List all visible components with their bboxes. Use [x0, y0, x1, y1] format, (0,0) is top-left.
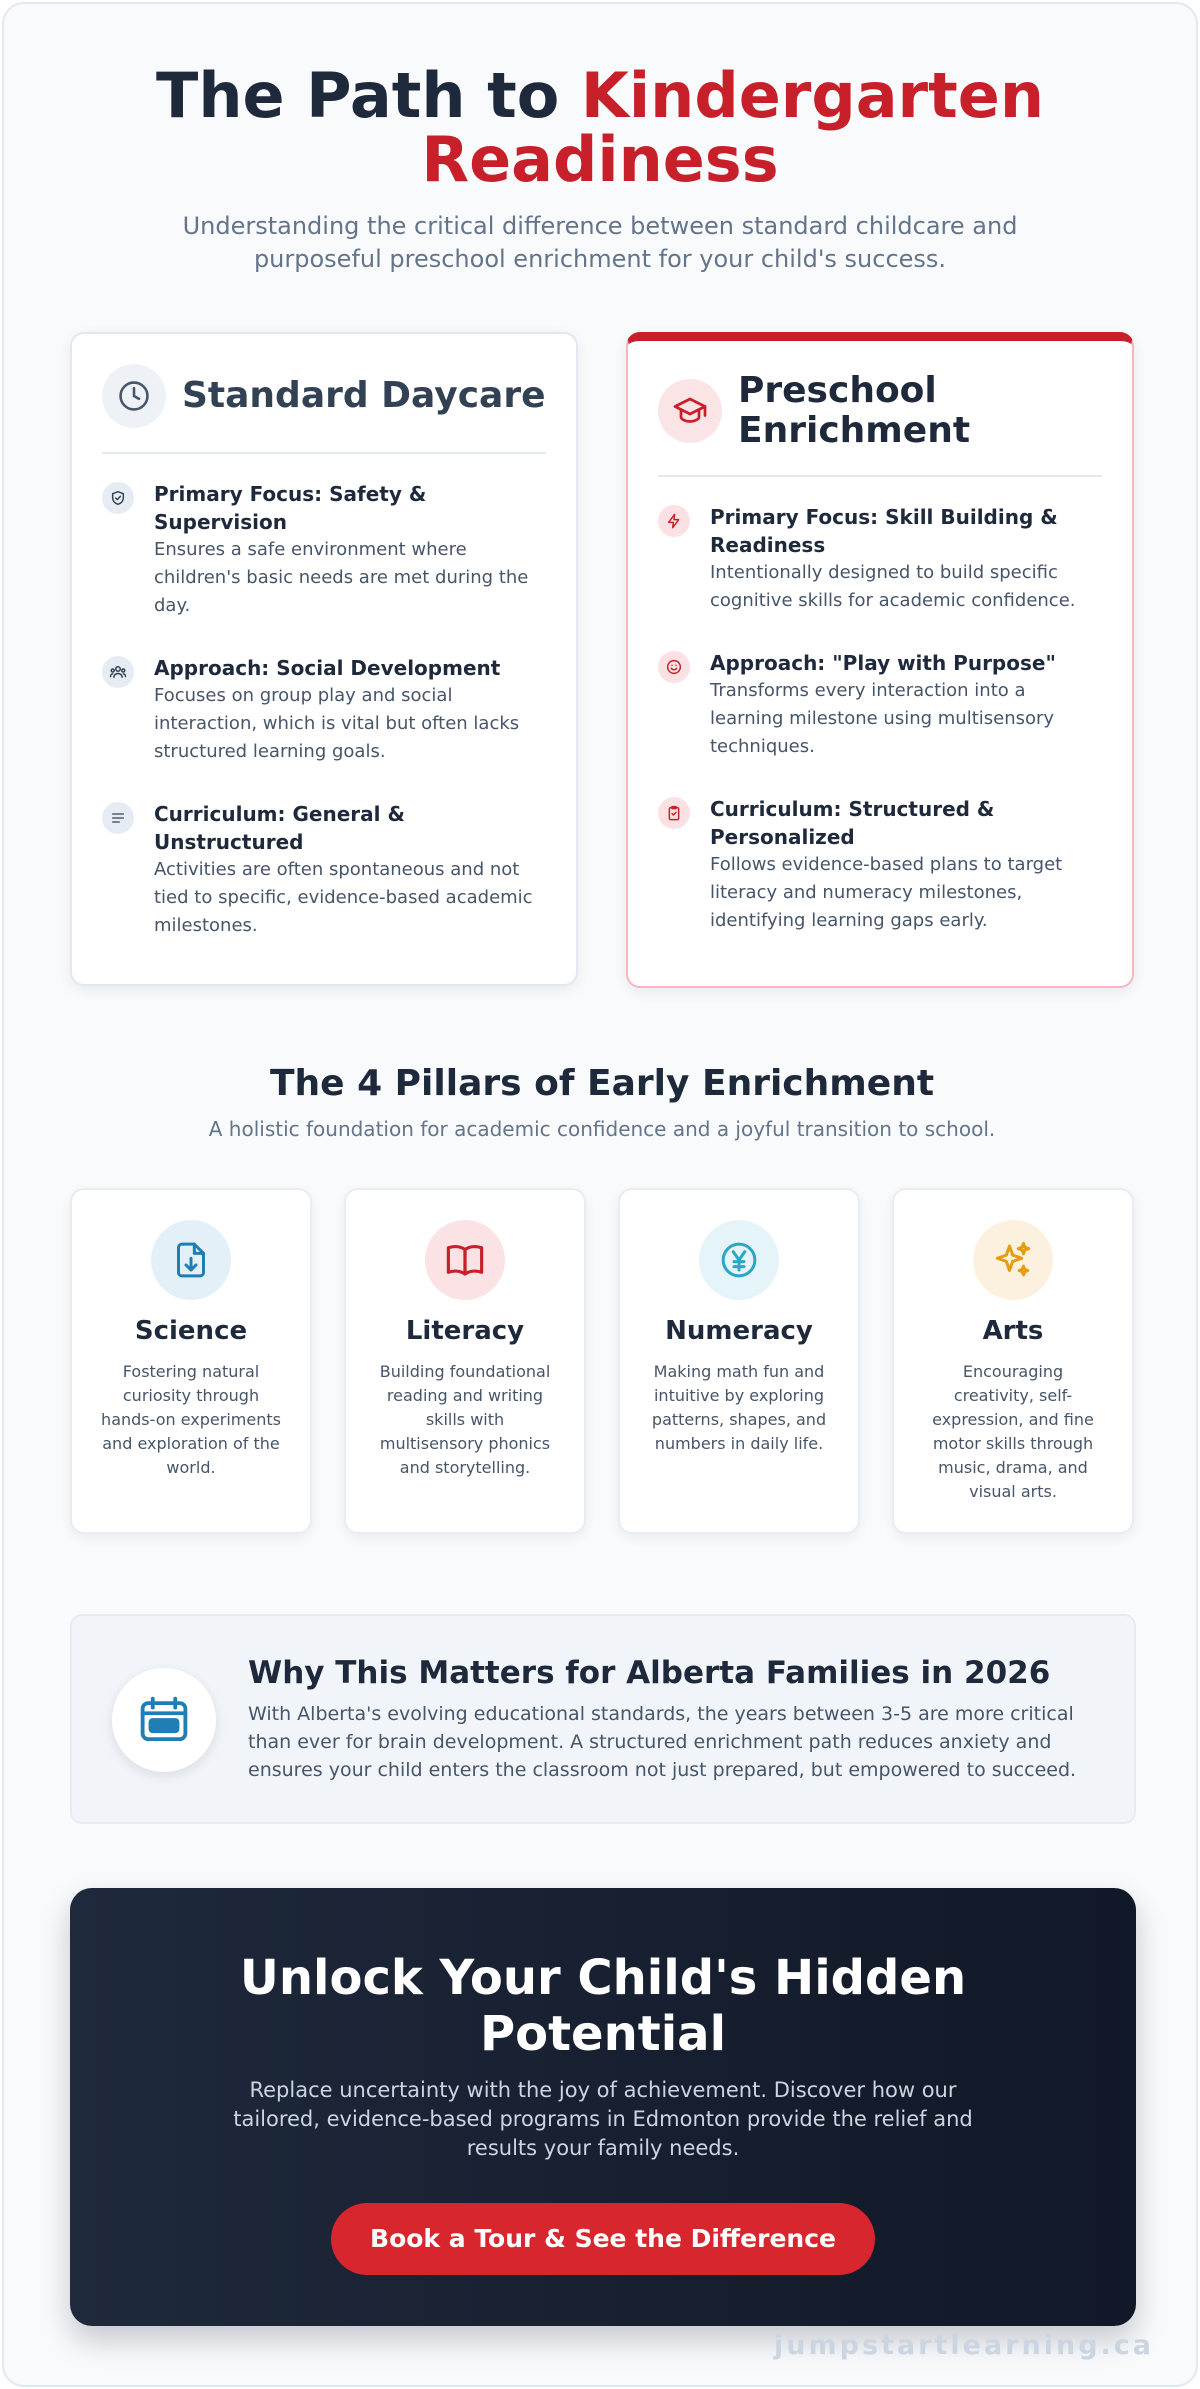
clipboard-check-icon	[658, 797, 690, 829]
pillar-text: Fostering natural curiosity through hands-on experiments and exploration of the world.	[101, 1362, 281, 1477]
enrichment-item-focus	[658, 503, 1102, 615]
item-text: Focuses on group play and social interaction, which is vital but often lacks structured learning goals.	[154, 685, 520, 762]
item-title: Curriculum: General & Unstructured	[154, 802, 405, 854]
pillar-text: Building foundational reading and writing skills with multisensory phonics and storytelling.	[379, 1362, 551, 1477]
pillars-grid	[70, 1188, 1136, 1534]
daycare-card	[70, 332, 578, 986]
cta-title: Unlock Your Child's Hidden Potential	[239, 1950, 967, 2062]
page-title	[110, 59, 1090, 196]
daycare-item-focus	[102, 480, 546, 620]
item-text: Ensures a safe environment where children's basic needs are met during the day.	[154, 539, 529, 616]
file-download-icon	[151, 1220, 231, 1300]
item-title: Approach: "Play with Purpose"	[710, 651, 1056, 675]
enrichment-list	[628, 477, 1132, 935]
daycare-item-approach	[102, 654, 546, 766]
daycare-card-header	[102, 334, 546, 454]
pillars-title: The 4 Pillars of Early Enrichment	[269, 1063, 935, 1104]
page-subtitle: Understanding the critical difference between standard childcare and purposeful preschool enrichment for your child's success.	[182, 212, 1018, 273]
lightning-icon	[658, 505, 690, 537]
why-matters-callout	[70, 1614, 1136, 1824]
enrichment-card	[626, 332, 1134, 988]
hero-section	[4, 4, 1196, 276]
shield-icon	[102, 482, 134, 514]
daycare-item-curriculum	[102, 800, 546, 940]
cta-text: Replace uncertainty with the joy of achievement. Discover how our tailored, evidence-based programs in Edmonton provide the relief and results your family needs.	[233, 2078, 973, 2160]
pillar-text: Making math fun and intuitive by exploring patterns, shapes, and numbers in daily life.	[651, 1362, 827, 1453]
group-icon	[102, 656, 134, 688]
pillar-card-arts	[892, 1188, 1134, 1534]
enrichment-item-approach	[658, 649, 1102, 761]
open-book-icon	[425, 1220, 505, 1300]
item-title: Curriculum: Structured & Personalized	[710, 797, 995, 849]
item-title: Approach: Social Development	[154, 656, 501, 680]
item-text: Follows evidence-based plans to target literacy and numeracy milestones, identifying learning gaps early.	[710, 854, 1063, 931]
daycare-list	[72, 454, 576, 940]
item-text: Intentionally designed to build specific cognitive skills for academic confidence.	[710, 562, 1076, 611]
infographic-page	[2, 2, 1198, 2387]
pillar-title: Arts	[982, 1316, 1044, 1346]
pillar-title: Science	[134, 1316, 248, 1346]
item-title: Primary Focus: Safety & Supervision	[154, 482, 427, 534]
enrichment-title: Preschool Enrichment	[738, 370, 971, 451]
item-text: Transforms every interaction into a learning milestone using multisensory techniques.	[710, 680, 1055, 757]
pillar-title: Literacy	[405, 1316, 525, 1346]
sparkles-icon	[973, 1220, 1053, 1300]
pillar-card-literacy	[344, 1188, 586, 1534]
enrichment-item-curriculum	[658, 795, 1102, 935]
lines-icon	[102, 802, 134, 834]
why-title: Why This Matters for Alberta Families in 2026	[248, 1655, 1051, 1691]
pillar-card-science	[70, 1188, 312, 1534]
title-main: The Path to	[156, 59, 581, 132]
pillar-text: Encouraging creativity, self-expression, and fine motor skills through music, drama, and visual arts.	[932, 1362, 1094, 1501]
comparison-section	[70, 332, 1136, 988]
cta-banner	[70, 1888, 1136, 2326]
why-text: With Alberta's evolving educational standards, the years between 3-5 are more critical than ever for brain development. A structured enrichment path reduces anxiety and ensures your child enters the classroom not just prepared, but empowered to succeed.	[248, 1703, 1077, 1781]
item-text: Activities are often spontaneous and not tied to specific, evidence-based academic milestones.	[154, 859, 533, 936]
graduation-cap-icon	[658, 379, 722, 443]
smile-icon	[658, 651, 690, 683]
pillar-title: Numeracy	[665, 1316, 813, 1346]
site-url[interactable]: jumpstartlearning.ca	[774, 2330, 1154, 2361]
item-title: Primary Focus: Skill Building & Readiness	[710, 505, 1058, 557]
pillars-subtitle: A holistic foundation for academic confidence and a joyful transition to school.	[208, 1117, 996, 1141]
book-tour-button[interactable]: Book a Tour & See the Difference	[331, 2203, 875, 2275]
title-accent: Kindergarten Readiness	[421, 59, 1044, 196]
pillars-header	[4, 1060, 1198, 1144]
calendar-icon	[112, 1668, 216, 1772]
yen-coin-icon	[699, 1220, 779, 1300]
daycare-title: Standard Daycare	[182, 375, 546, 416]
pillar-card-numeracy	[618, 1188, 860, 1534]
enrichment-card-header	[658, 341, 1102, 477]
clock-icon	[102, 364, 166, 428]
